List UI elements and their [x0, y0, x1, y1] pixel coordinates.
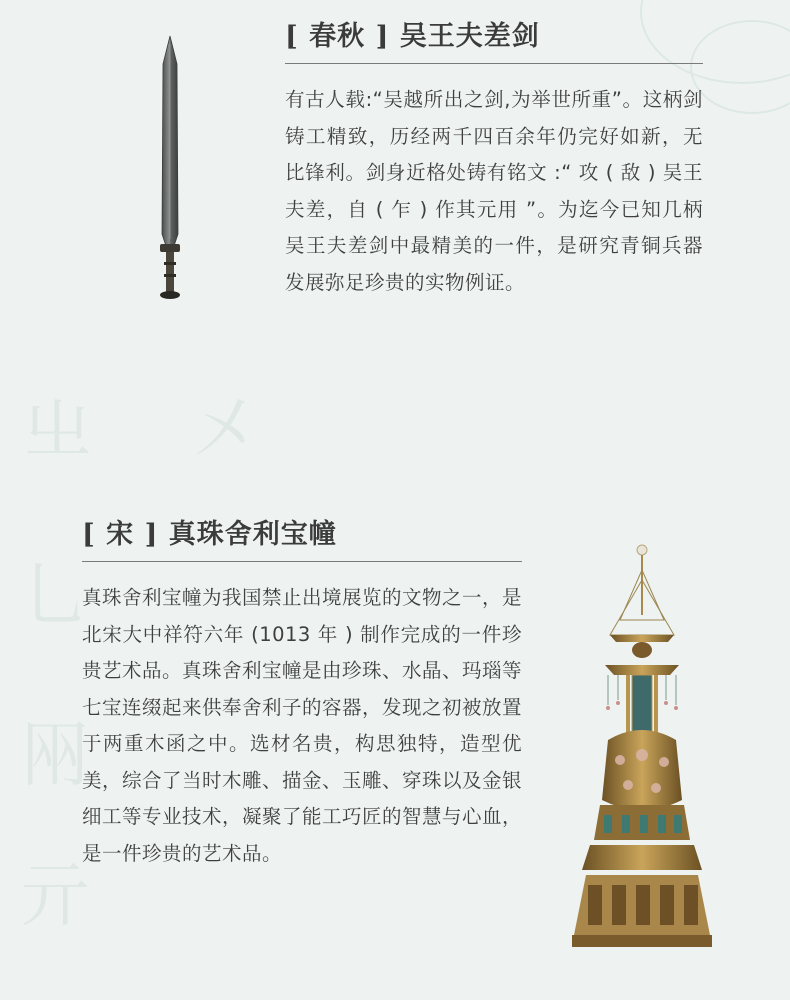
decorative-seal-glyph: 亓: [20, 854, 90, 936]
section-wu-sword: [285, 14, 703, 301]
section-pearl-pagoda: [82, 512, 522, 872]
section-description: 真珠舍利宝幢为我国禁止出境展览的文物之一，是北宋大中祥符六年 (1013 年 ) 制作完成的一件珍贵艺术品。真珠舍利宝幢是由珍珠、水晶、玛瑙等七宝连缀起来供奉舍利子的容器，发现之初被放置于两重木函之中。选材名贵，构思独特，造型优美，综合了当时木雕、描金、玉雕、穿珠以及金银细工等专业技术，凝聚了能工巧匠的智慧与心血，是一件珍贵的艺术品。: [82, 586, 523, 865]
section-title: [ 宋 ] 真珠舍利宝幢: [82, 512, 522, 562]
section-title: [ 春秋 ] 吴王夫差剑: [285, 14, 703, 64]
bronze-sword-image: [150, 34, 190, 302]
decorative-seal-glyph: 乚: [20, 554, 90, 636]
section-description: 有古人载:“吴越所出之剑,为举世所重”。这柄剑铸工精致，历经两千四百余年仍完好如新，无比锋利。剑身近格处铸有铭文 :“ 攻 ( 敌 ) 吴王夫差，自 ( 乍 ) 作其元用 ”。为迄今已知几柄吴王夫差剑中最精美的一件，是研究青铜兵器发展弥足珍贵的实物例证。: [285, 88, 703, 294]
decorative-seal-glyph: 㞢: [22, 389, 92, 471]
decorative-seal-glyph: 㒳: [20, 714, 90, 796]
decorative-seal-glyph: 㐅: [190, 389, 260, 471]
pearl-relic-pagoda-image: [570, 540, 720, 960]
